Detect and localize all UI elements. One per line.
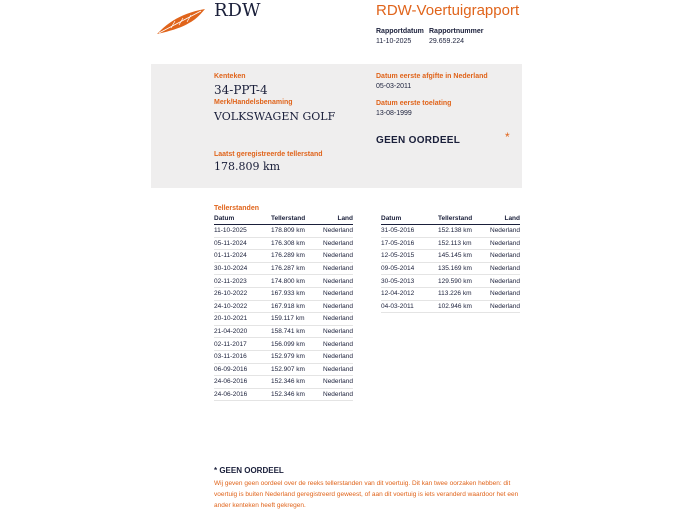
reading-country: Nederland <box>488 237 520 250</box>
first-admission-value: 13-08-1999 <box>376 110 412 117</box>
reading-odometer: 167.933 km <box>271 287 321 300</box>
reading-date: 11-10-2025 <box>214 225 271 238</box>
reading-country: Nederland <box>488 262 520 275</box>
reading-date: 30-05-2013 <box>381 275 438 288</box>
readings-title: Tellerstanden <box>214 205 259 212</box>
table-row <box>214 225 353 238</box>
reading-date: 24-06-2016 <box>214 388 271 401</box>
note-title: * GEEN OORDEEL <box>214 466 284 475</box>
reading-date: 31-05-2016 <box>381 225 438 238</box>
reading-odometer: 152.138 km <box>438 225 488 238</box>
plate-label: Kenteken <box>214 73 246 80</box>
table-row <box>381 287 520 300</box>
reading-date: 30-10-2024 <box>214 262 271 275</box>
note-text: Wij geven geen oordeel over de reeks tellerstanden van dit voertuig. Dit kan twee oorzaken hebben: dit voertuig is buiten Nederland geregistreerd geweest, of aan dit voertuig is iets veranderd waardoor het een ander kenteken heeft gekregen. <box>214 480 519 509</box>
table-row <box>214 376 353 389</box>
reading-odometer: 102.946 km <box>438 300 488 313</box>
reading-country: Nederland <box>321 325 353 338</box>
reading-date: 12-04-2012 <box>381 287 438 300</box>
table-row <box>381 250 520 263</box>
verdict-asterisk: * <box>505 130 510 144</box>
reading-country: Nederland <box>321 376 353 389</box>
reading-country: Nederland <box>321 262 353 275</box>
column-header-country: Land <box>321 214 353 225</box>
column-header-country: Land <box>488 214 520 225</box>
column-header-date: Datum <box>214 214 271 225</box>
reading-country: Nederland <box>321 237 353 250</box>
column-header-odometer: Tellerstand <box>438 214 488 225</box>
reading-odometer: 152.346 km <box>271 388 321 401</box>
reading-country: Nederland <box>321 300 353 313</box>
verdict-badge: GEEN OORDEEL <box>376 135 461 146</box>
report-date-value: 11-10-2025 <box>376 38 412 45</box>
reading-odometer: 129.590 km <box>438 275 488 288</box>
reading-date: 04-03-2011 <box>381 300 438 313</box>
report-date-label: Rapportdatum <box>376 28 424 35</box>
reading-odometer: 174.800 km <box>271 275 321 288</box>
table-row <box>214 338 353 351</box>
reading-odometer: 176.308 km <box>271 237 321 250</box>
reading-country: Nederland <box>488 250 520 263</box>
last-reading-value: 178.809 km <box>214 160 281 173</box>
reading-country: Nederland <box>488 225 520 238</box>
reading-date: 06-09-2016 <box>214 363 271 376</box>
reading-country: Nederland <box>321 350 353 363</box>
reading-date: 03-11-2016 <box>214 350 271 363</box>
reading-odometer: 159.117 km <box>271 313 321 326</box>
table-row <box>214 300 353 313</box>
table-row <box>214 250 353 263</box>
reading-odometer: 176.289 km <box>271 250 321 263</box>
table-row <box>214 237 353 250</box>
table-row <box>214 388 353 401</box>
reading-date: 21-04-2020 <box>214 325 271 338</box>
reading-odometer: 167.918 km <box>271 300 321 313</box>
panel-notch <box>151 180 189 190</box>
first-nl-label: Datum eerste afgifte in Nederland <box>376 73 488 80</box>
report-number-label: Rapportnummer <box>429 28 484 35</box>
table-row <box>381 225 520 238</box>
reading-date: 26-10-2022 <box>214 287 271 300</box>
report-number-value: 29.659.224 <box>429 38 465 45</box>
table-row <box>381 275 520 288</box>
column-header-date: Datum <box>381 214 438 225</box>
make-label: Merk/Handelsbenaming <box>214 99 293 106</box>
table-row <box>214 275 353 288</box>
reading-date: 02-11-2017 <box>214 338 271 351</box>
reading-odometer: 178.809 km <box>271 225 321 238</box>
reading-country: Nederland <box>488 275 520 288</box>
reading-date: 05-11-2024 <box>214 237 271 250</box>
first-nl-value: 05-03-2011 <box>376 83 412 90</box>
table-row <box>381 262 520 275</box>
reading-date: 24-10-2022 <box>214 300 271 313</box>
reading-odometer: 152.113 km <box>438 237 488 250</box>
reading-date: 12-05-2015 <box>381 250 438 263</box>
table-row <box>214 287 353 300</box>
reading-odometer: 156.099 km <box>271 338 321 351</box>
make-value: VOLKSWAGEN GOLF <box>214 110 336 123</box>
last-reading-label: Laatst geregistreerde tellerstand <box>214 151 323 158</box>
report-title: RDW-Voertuigrapport <box>376 2 520 19</box>
reading-odometer: 152.346 km <box>271 376 321 389</box>
reading-country: Nederland <box>488 300 520 313</box>
table-row <box>214 313 353 326</box>
table-row <box>214 325 353 338</box>
brand-name: RDW <box>214 0 261 21</box>
reading-country: Nederland <box>321 287 353 300</box>
table-row <box>214 350 353 363</box>
first-admission-label: Datum eerste toelating <box>376 100 452 107</box>
reading-country: Nederland <box>321 250 353 263</box>
reading-country: Nederland <box>488 287 520 300</box>
reading-odometer: 145.145 km <box>438 250 488 263</box>
reading-country: Nederland <box>321 338 353 351</box>
reading-odometer: 135.169 km <box>438 262 488 275</box>
reading-country: Nederland <box>321 363 353 376</box>
reading-date: 24-06-2016 <box>214 376 271 389</box>
reading-odometer: 113.226 km <box>438 287 488 300</box>
readings-table-right <box>381 214 520 313</box>
reading-country: Nederland <box>321 225 353 238</box>
reading-date: 01-11-2024 <box>214 250 271 263</box>
reading-date: 20-10-2021 <box>214 313 271 326</box>
reading-odometer: 176.287 km <box>271 262 321 275</box>
reading-odometer: 152.979 km <box>271 350 321 363</box>
reading-date: 02-11-2023 <box>214 275 271 288</box>
reading-odometer: 152.907 km <box>271 363 321 376</box>
reading-odometer: 158.741 km <box>271 325 321 338</box>
readings-table-left <box>214 214 353 401</box>
table-row <box>214 363 353 376</box>
vehicle-summary-panel <box>151 64 522 188</box>
readings-body-right <box>381 225 520 313</box>
plate-value: 34-PPT-4 <box>214 83 268 97</box>
rdw-feather-logo-icon <box>155 6 207 36</box>
table-row <box>381 237 520 250</box>
table-row <box>214 262 353 275</box>
column-header-odometer: Tellerstand <box>271 214 321 225</box>
reading-country: Nederland <box>321 275 353 288</box>
reading-date: 17-05-2016 <box>381 237 438 250</box>
readings-body-left <box>214 225 353 401</box>
reading-date: 09-05-2014 <box>381 262 438 275</box>
reading-country: Nederland <box>321 313 353 326</box>
table-row <box>381 300 520 313</box>
reading-country: Nederland <box>321 388 353 401</box>
